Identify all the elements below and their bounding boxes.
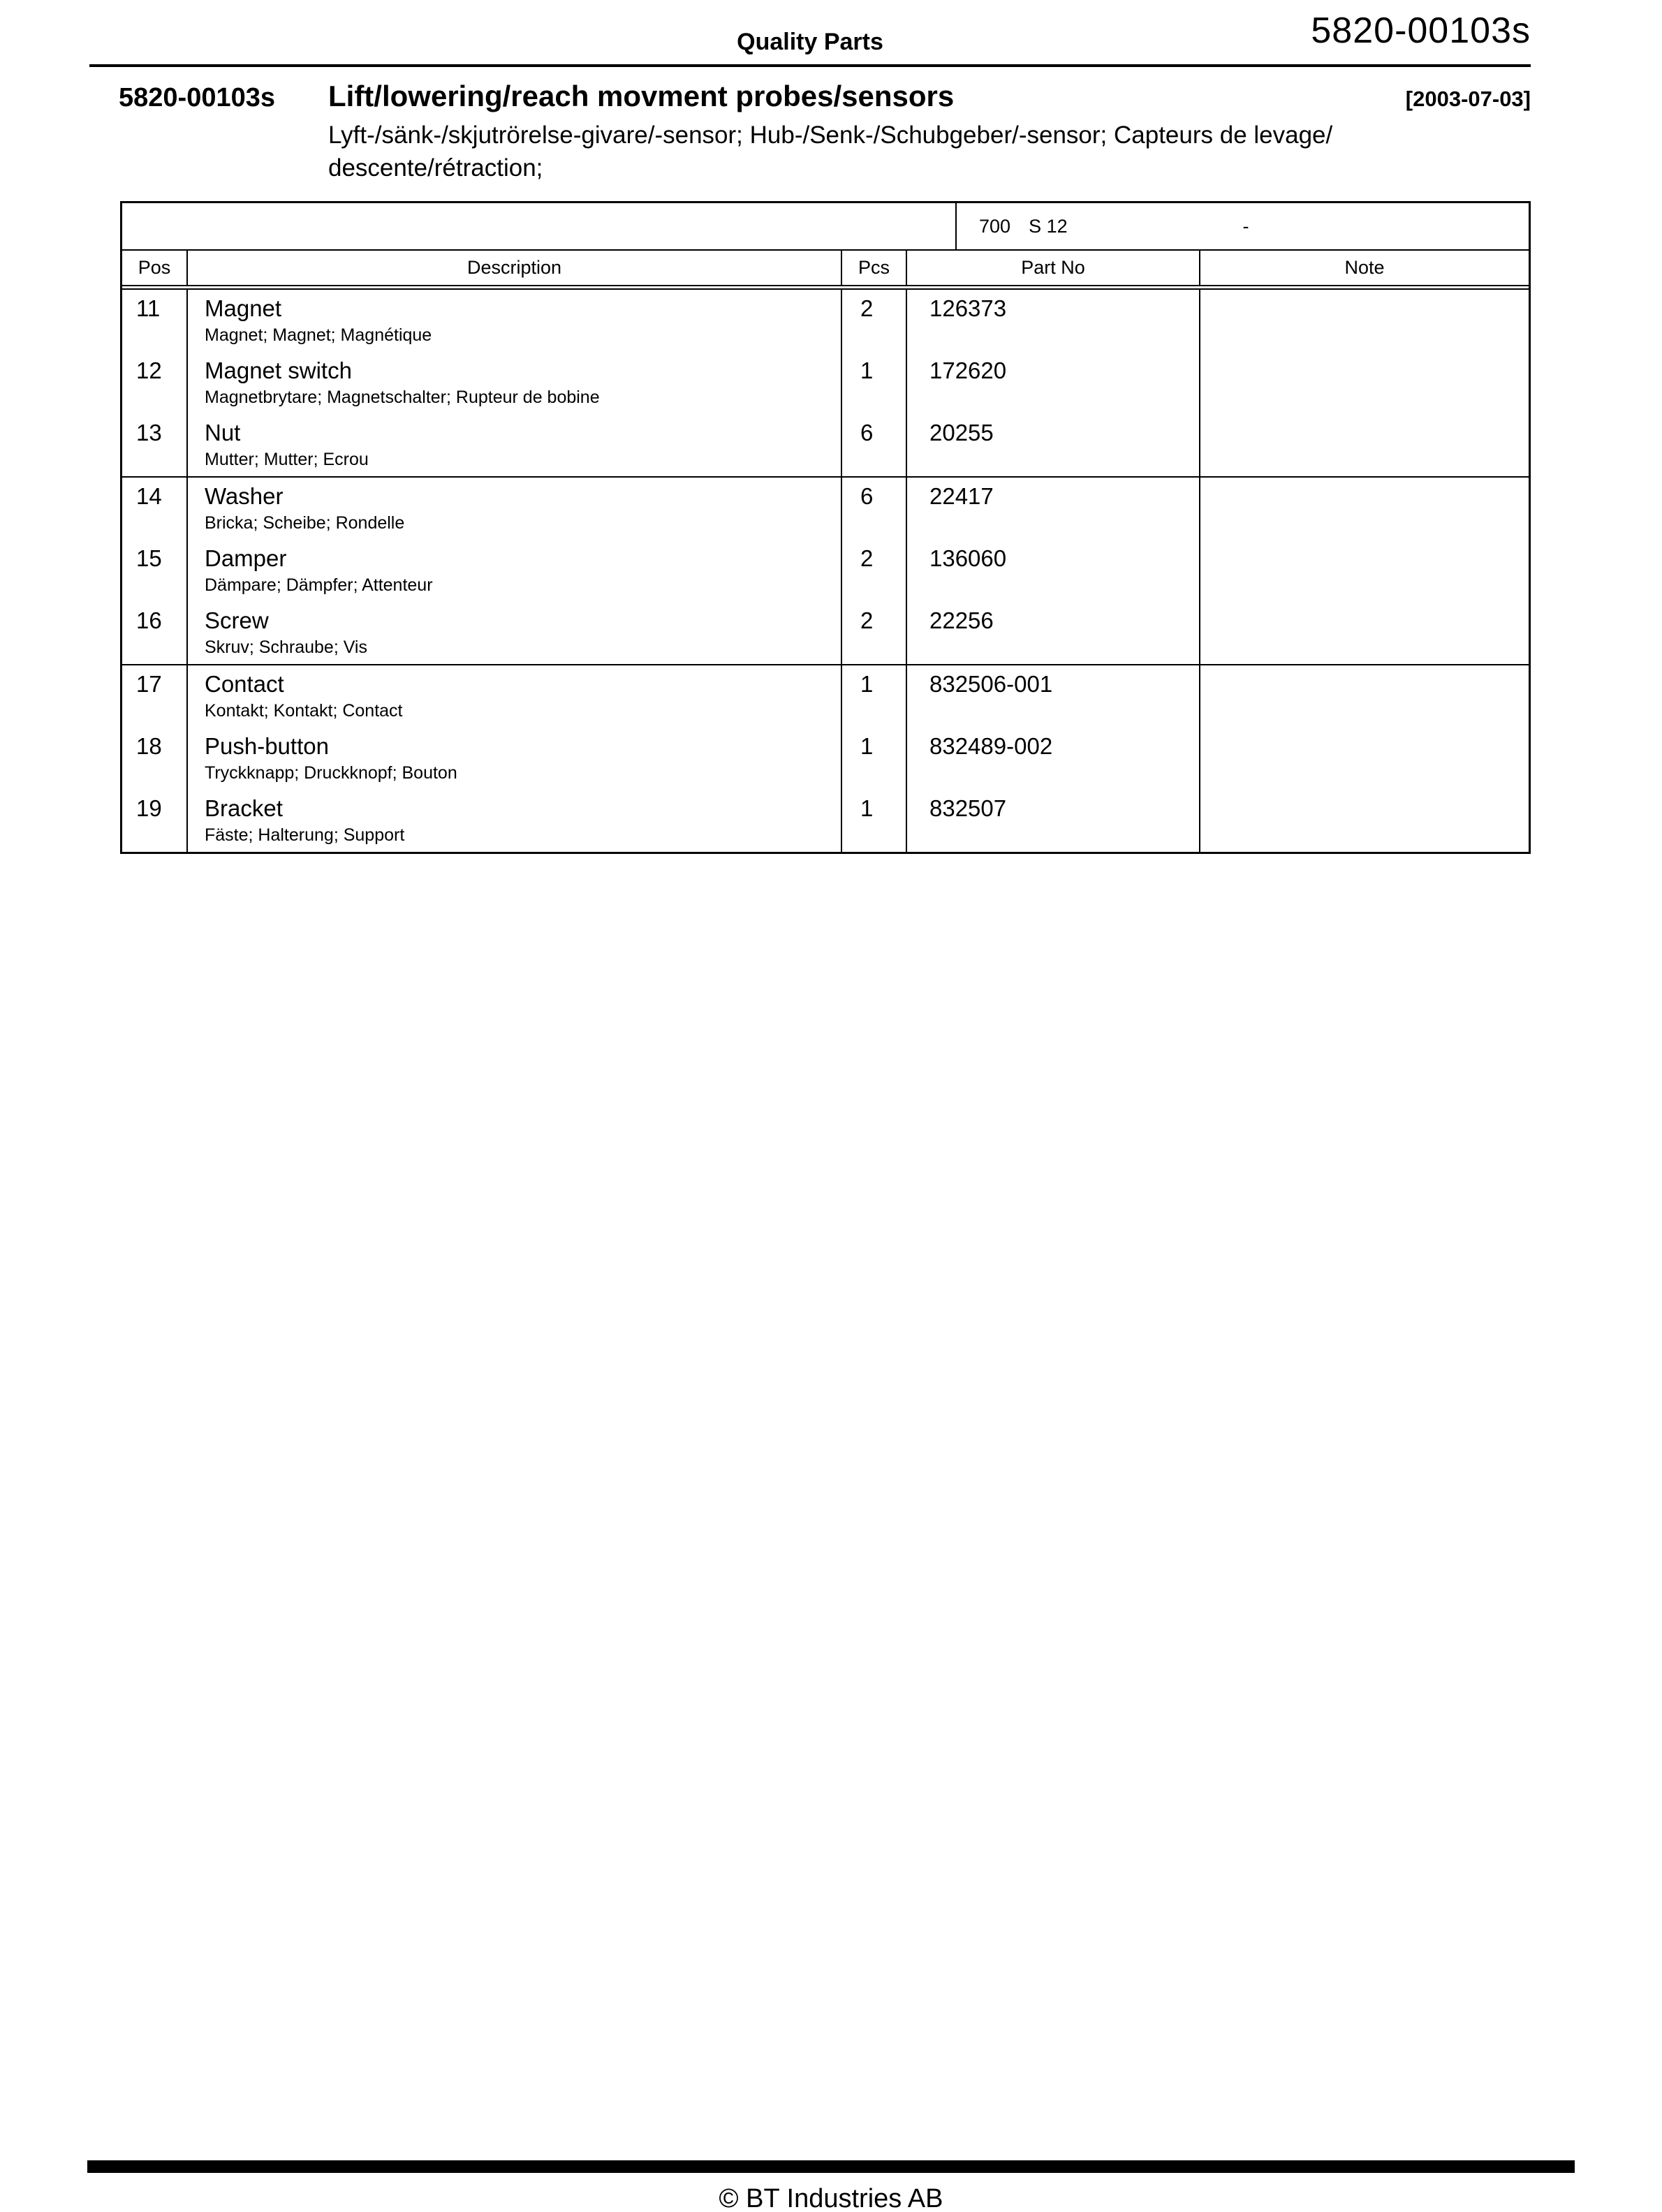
row-pcs: 2 (842, 540, 907, 602)
row-part-no: 832489-002 (907, 728, 1200, 790)
row-pos: 13 (122, 414, 188, 476)
row-pos: 19 (122, 790, 188, 852)
row-note (1200, 540, 1529, 602)
row-description-cell (188, 728, 842, 790)
row-pos: 14 (122, 478, 188, 540)
table-row (122, 728, 1529, 790)
header-doc-number: 5820-00103s (1311, 10, 1531, 51)
parts-table-body (122, 290, 1529, 852)
row-description: Magnet (205, 295, 282, 321)
title-translations-line1: Lyft-/sänk-/skjutrörelse-givare/-sensor; Hub-/Senk-/Schubgeber/-sensor; Capteurs de levage/ (328, 121, 1333, 149)
row-description: Push-button (205, 733, 329, 759)
row-description: Nut (205, 420, 241, 445)
row-description-translations: Fäste; Halterung; Support (205, 825, 405, 845)
document-code: 5820-00103s (119, 83, 275, 112)
row-description: Magnet switch (205, 357, 352, 383)
row-pcs: 6 (842, 478, 907, 540)
row-pos: 18 (122, 728, 188, 790)
row-description-cell (188, 414, 842, 476)
table-row (122, 414, 1529, 476)
column-header-part-no: Part No (907, 251, 1200, 285)
row-description: Contact (205, 671, 284, 697)
row-description: Damper (205, 545, 287, 571)
row-description: Screw (205, 607, 269, 633)
header-center-title: Quality Parts (737, 29, 883, 55)
model-number: 700 (979, 215, 1011, 237)
row-description-translations: Magnetbrytare; Magnetschalter; Rupteur de bobine (205, 388, 600, 407)
row-description-cell (188, 478, 842, 540)
row-description: Bracket (205, 795, 283, 821)
column-header-row (122, 251, 1529, 290)
row-pcs: 2 (842, 290, 907, 352)
row-description-cell (188, 352, 842, 414)
model-dash: - (1242, 215, 1249, 237)
row-description-translations: Magnet; Magnet; Magnétique (205, 325, 432, 345)
row-description: Washer (205, 483, 284, 509)
row-part-no: 832507 (907, 790, 1200, 852)
row-pos: 12 (122, 352, 188, 414)
column-header-pos: Pos (122, 251, 188, 285)
page-title: Lift/lowering/reach movment probes/sensors (328, 80, 955, 112)
row-part-no: 172620 (907, 352, 1200, 414)
copyright-text: © BT Industries AB (719, 2184, 943, 2212)
table-row (122, 352, 1529, 414)
title-translations-line2: descente/rétraction; (328, 154, 543, 182)
row-note (1200, 602, 1529, 664)
row-pos: 11 (122, 290, 188, 352)
table-row (122, 540, 1529, 602)
footer-bar (87, 2160, 1575, 2173)
row-note (1200, 352, 1529, 414)
row-pcs: 1 (842, 665, 907, 728)
row-description-translations: Skruv; Schraube; Vis (205, 637, 367, 657)
row-description-cell (188, 540, 842, 602)
row-part-no: 832506-001 (907, 665, 1200, 728)
title-row (119, 80, 1531, 113)
row-part-no: 22417 (907, 478, 1200, 540)
page-header (89, 0, 1531, 67)
row-description-translations: Tryckknapp; Druckknopf; Bouton (205, 763, 457, 783)
column-header-pcs: Pcs (842, 251, 907, 285)
row-note (1200, 478, 1529, 540)
row-note (1200, 728, 1529, 790)
row-description-cell (188, 602, 842, 664)
parts-table (120, 201, 1531, 854)
table-row (122, 602, 1529, 664)
row-description-translations: Mutter; Mutter; Ecrou (205, 450, 369, 469)
row-note (1200, 414, 1529, 476)
model-variant: S 12 (1029, 215, 1068, 237)
row-note (1200, 665, 1529, 728)
row-pcs: 1 (842, 790, 907, 852)
row-part-no: 20255 (907, 414, 1200, 476)
row-pcs: 1 (842, 352, 907, 414)
row-part-no: 22256 (907, 602, 1200, 664)
title-block (119, 80, 1531, 184)
row-pos: 17 (122, 665, 188, 728)
row-pcs: 1 (842, 728, 907, 790)
document-date: [2003-07-03] (1405, 87, 1531, 111)
row-note (1200, 790, 1529, 852)
row-description-cell (188, 790, 842, 852)
row-note (1200, 290, 1529, 352)
row-description-cell (188, 290, 842, 352)
row-description-translations: Dämpare; Dämpfer; Attenteur (205, 575, 433, 595)
table-row (122, 476, 1529, 540)
row-description-cell (188, 665, 842, 728)
row-description-translations: Kontakt; Kontakt; Contact (205, 701, 403, 721)
table-row (122, 790, 1529, 852)
model-header-cell (955, 203, 1529, 249)
table-row (122, 664, 1529, 728)
row-part-no: 126373 (907, 290, 1200, 352)
row-part-no: 136060 (907, 540, 1200, 602)
row-pos: 15 (122, 540, 188, 602)
row-pcs: 2 (842, 602, 907, 664)
row-pos: 16 (122, 602, 188, 664)
title-translations (328, 119, 1531, 184)
table-row (122, 290, 1529, 352)
row-pcs: 6 (842, 414, 907, 476)
column-header-note: Note (1344, 257, 1385, 278)
row-description-translations: Bricka; Scheibe; Rondelle (205, 513, 405, 533)
model-header-row (122, 203, 1529, 251)
column-header-description: Description (188, 251, 842, 285)
